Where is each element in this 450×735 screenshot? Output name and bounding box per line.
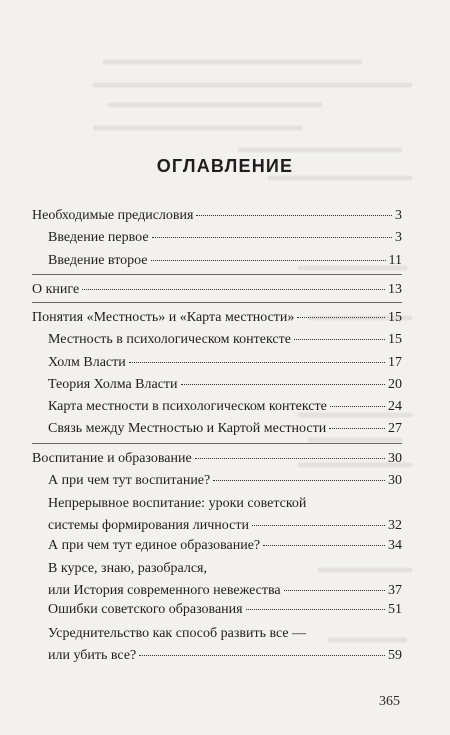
dot-leader <box>82 289 385 290</box>
toc-entry-section[interactable] <box>48 558 402 602</box>
chapter-divider <box>32 302 402 303</box>
dot-leader <box>263 545 385 546</box>
chapter-divider <box>32 274 402 275</box>
toc-entry-label: Необходимые предисловия <box>32 208 194 223</box>
toc-entry-section[interactable] <box>48 493 402 537</box>
toc-entry-label: или История современного невежества <box>48 583 281 598</box>
toc-entry-page: 24 <box>388 399 402 414</box>
toc-entry-label: Введение второе <box>48 253 148 268</box>
toc-entry-page: 15 <box>388 332 402 347</box>
toc-entry-page: 37 <box>388 583 402 598</box>
dot-leader <box>213 480 385 481</box>
toc-entry-label: Понятия «Местность» и «Карта местности» <box>32 310 295 325</box>
toc-entry-label: Введение первое <box>48 230 149 245</box>
toc-entry-chapter[interactable] <box>32 307 402 329</box>
toc-title: ОГЛАВЛЕНИЕ <box>156 156 294 176</box>
toc-entry-label-line1: В курсе, знаю, разобрался, <box>48 561 207 576</box>
toc-entry-label: Ошибки советского образования <box>48 602 243 617</box>
dot-leader <box>294 339 385 340</box>
toc-entry-page: 32 <box>388 518 402 533</box>
toc-entry-label: или убить все? <box>48 648 137 663</box>
dot-leader <box>195 458 385 459</box>
dot-leader <box>329 428 385 429</box>
toc-entry-section[interactable] <box>48 470 402 492</box>
toc-entry-section[interactable] <box>48 374 402 396</box>
toc-entry-page: 34 <box>388 538 402 553</box>
dot-leader <box>297 317 385 318</box>
dot-leader <box>129 362 385 363</box>
toc-entry-page: 3 <box>395 208 402 223</box>
toc-entry-label: А при чем тут единое образование? <box>48 538 261 553</box>
toc-entry-page: 11 <box>388 253 402 268</box>
toc-entry-section[interactable] <box>48 329 402 351</box>
toc-entry-page: 13 <box>388 282 402 297</box>
toc-entry-section[interactable] <box>48 227 402 249</box>
toc-entry-section[interactable] <box>48 599 402 621</box>
toc-entry-section[interactable] <box>48 396 402 418</box>
chapter-divider <box>32 443 402 444</box>
dot-leader <box>181 384 385 385</box>
toc-entry-label: Холм Власти <box>48 355 126 370</box>
dot-leader <box>152 237 392 238</box>
toc-entry-chapter[interactable] <box>32 448 402 470</box>
toc-entry-page: 3 <box>395 230 402 245</box>
toc-entry-label: системы формирования личности <box>48 518 249 533</box>
page-number: 365 <box>379 694 400 709</box>
toc-entry-chapter[interactable] <box>32 279 402 301</box>
toc-entry-section[interactable] <box>48 535 402 557</box>
toc-entry-label-line1: Усреднительство как способ развить все — <box>48 626 307 641</box>
dot-leader <box>139 655 385 656</box>
toc-entry-label: Связь между Местностью и Картой местности <box>48 421 327 436</box>
toc-entry-label: Воспитание и образование <box>32 451 192 466</box>
dot-leader <box>196 215 392 216</box>
toc-entry-page: 59 <box>388 648 402 663</box>
toc-entry-chapter[interactable] <box>32 205 402 227</box>
toc-entry-section[interactable] <box>48 623 402 667</box>
toc-entry-label-line1: Непрерывное воспитание: уроки советской <box>48 496 307 511</box>
dot-leader <box>252 525 385 526</box>
toc-entry-section[interactable] <box>48 250 402 272</box>
toc-entry-page: 20 <box>388 377 402 392</box>
toc-entry-label: А при чем тут воспитание? <box>48 473 211 488</box>
dot-leader <box>151 260 386 261</box>
toc-entry-page: 30 <box>388 451 402 466</box>
toc-entry-page: 17 <box>388 355 402 370</box>
dot-leader <box>284 590 385 591</box>
toc-entry-page: 27 <box>388 421 402 436</box>
toc-entry-label: Местность в психологическом контексте <box>48 332 291 347</box>
dot-leader <box>246 609 385 610</box>
toc-entry-section[interactable] <box>48 418 402 440</box>
toc-entry-section[interactable] <box>48 352 402 374</box>
dot-leader <box>330 406 385 407</box>
toc-entry-label: Теория Холма Власти <box>48 377 178 392</box>
toc-entry-page: 15 <box>388 310 402 325</box>
toc-entry-label: О книге <box>32 282 80 297</box>
toc-entry-page: 30 <box>388 473 402 488</box>
toc-entry-page: 51 <box>388 602 402 617</box>
toc-entry-label: Карта местности в психологическом контексте <box>48 399 327 414</box>
